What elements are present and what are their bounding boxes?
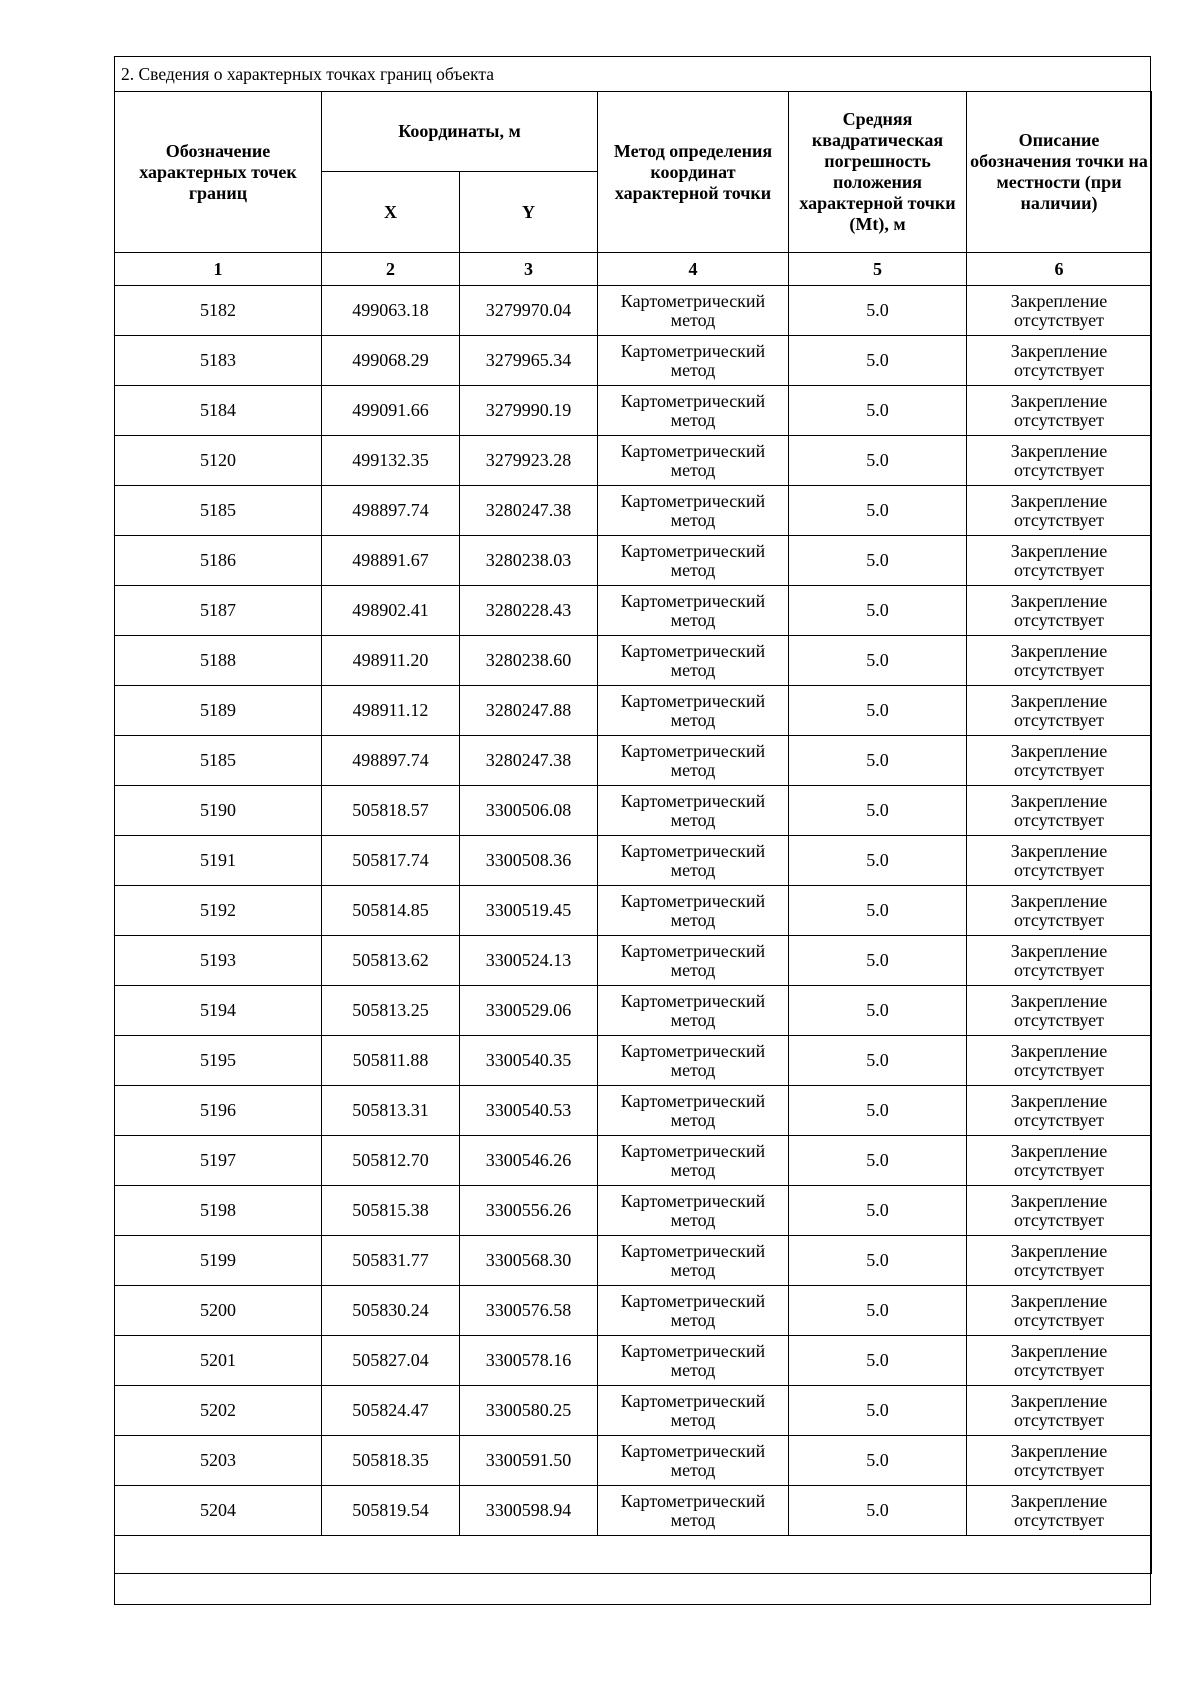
description-text-line: Закрепление	[1010, 640, 1108, 661]
document-sheet	[114, 56, 1151, 1605]
method-text-line: метод	[670, 1059, 716, 1080]
description-cell	[967, 536, 1152, 586]
y-coordinate-cell: 3300576.58	[460, 1286, 598, 1336]
point-id-cell: 5185	[115, 736, 322, 786]
description-text-line: отсутствует	[1013, 809, 1105, 830]
mt-cell: 5.0	[789, 1236, 967, 1286]
description-cell	[967, 586, 1152, 636]
table-row	[115, 1086, 1152, 1136]
method-cell	[598, 1136, 789, 1186]
method-text-line: метод	[670, 1409, 716, 1430]
description-cell	[967, 1286, 1152, 1336]
description-text-line: отсутствует	[1013, 1009, 1105, 1030]
table-row	[115, 1036, 1152, 1086]
description-text-line: Закрепление	[1010, 940, 1108, 961]
description-text-line: Закрепление	[1010, 1240, 1108, 1261]
point-id-cell: 5194	[115, 986, 322, 1036]
x-coordinate-cell: 505824.47	[322, 1386, 460, 1436]
table-row	[115, 586, 1152, 636]
y-coordinate-cell: 3300519.45	[460, 886, 598, 936]
method-text-line: Картометрический	[620, 1190, 766, 1211]
method-cell	[598, 436, 789, 486]
y-coordinate-cell: 3300546.26	[460, 1136, 598, 1186]
mt-cell: 5.0	[789, 386, 967, 436]
x-coordinate-cell: 498911.12	[322, 686, 460, 736]
point-id-cell: 5183	[115, 336, 322, 386]
mt-cell: 5.0	[789, 836, 967, 886]
description-cell	[967, 286, 1152, 336]
description-text-line: отсутствует	[1013, 1509, 1105, 1530]
method-text-line: Картометрический	[620, 740, 766, 761]
mt-cell: 5.0	[789, 736, 967, 786]
method-cell	[598, 1236, 789, 1286]
description-cell	[967, 936, 1152, 986]
x-coordinate-cell: 505814.85	[322, 886, 460, 936]
description-text-line: Закрепление	[1010, 1340, 1108, 1361]
method-text-line: Картометрический	[620, 940, 766, 961]
method-text-line: метод	[670, 559, 716, 580]
description-text-line: отсутствует	[1013, 1259, 1105, 1280]
column-number: 6	[967, 253, 1152, 286]
method-text-line: Картометрический	[620, 1090, 766, 1111]
description-cell	[967, 336, 1152, 386]
header-point-designation: Обозначение характерных точек границ	[115, 92, 322, 253]
y-coordinate-cell: 3279965.34	[460, 336, 598, 386]
description-text-line: отсутствует	[1013, 459, 1105, 480]
method-text-line: метод	[670, 1359, 716, 1380]
method-cell	[598, 1036, 789, 1086]
mt-cell: 5.0	[789, 436, 967, 486]
method-text-line: метод	[670, 1459, 716, 1480]
y-coordinate-cell: 3280238.60	[460, 636, 598, 686]
x-coordinate-cell: 505813.25	[322, 986, 460, 1036]
description-text-line: Закрепление	[1010, 740, 1108, 761]
method-text-line: метод	[670, 1159, 716, 1180]
x-coordinate-cell: 505812.70	[322, 1136, 460, 1186]
method-text-line: Картометрический	[620, 1040, 766, 1061]
table-row	[115, 1486, 1152, 1536]
description-text-line: отсутствует	[1013, 659, 1105, 680]
method-text-line: метод	[670, 309, 716, 330]
point-id-cell: 5196	[115, 1086, 322, 1136]
method-cell	[598, 1436, 789, 1486]
method-cell	[598, 836, 789, 886]
method-text-line: метод	[670, 909, 716, 930]
method-text-line: Картометрический	[620, 640, 766, 661]
method-cell	[598, 286, 789, 336]
y-coordinate-cell: 3300591.50	[460, 1436, 598, 1486]
x-coordinate-cell: 498902.41	[322, 586, 460, 636]
description-cell	[967, 836, 1152, 886]
point-id-cell: 5185	[115, 486, 322, 536]
mt-cell: 5.0	[789, 536, 967, 586]
method-cell	[598, 1186, 789, 1236]
method-text-line: метод	[670, 1509, 716, 1530]
table-row	[115, 486, 1152, 536]
point-id-cell: 5184	[115, 386, 322, 436]
description-text-line: отсутствует	[1013, 509, 1105, 530]
table-row	[115, 436, 1152, 486]
y-coordinate-cell: 3279970.04	[460, 286, 598, 336]
method-text-line: Картометрический	[620, 340, 766, 361]
description-text-line: Закрепление	[1010, 1140, 1108, 1161]
mt-cell: 5.0	[789, 986, 967, 1036]
x-coordinate-cell: 499132.35	[322, 436, 460, 486]
description-text-line: Закрепление	[1010, 690, 1108, 711]
method-text-line: метод	[670, 1009, 716, 1030]
method-text-line: метод	[670, 509, 716, 530]
table-row	[115, 786, 1152, 836]
method-cell	[598, 1486, 789, 1536]
method-cell	[598, 1336, 789, 1386]
x-coordinate-cell: 499063.18	[322, 286, 460, 336]
table-row	[115, 286, 1152, 336]
y-coordinate-cell: 3279990.19	[460, 386, 598, 436]
point-id-cell: 5192	[115, 886, 322, 936]
point-id-cell: 5201	[115, 1336, 322, 1386]
x-coordinate-cell: 498897.74	[322, 736, 460, 786]
method-text-line: Картометрический	[620, 390, 766, 411]
method-text-line: метод	[670, 709, 716, 730]
method-text-line: Картометрический	[620, 440, 766, 461]
description-cell	[967, 636, 1152, 686]
method-text-line: Картометрический	[620, 1390, 766, 1411]
x-coordinate-cell: 498891.67	[322, 536, 460, 586]
table-row	[115, 1436, 1152, 1486]
method-text-line: метод	[670, 1309, 716, 1330]
empty-footer-cell	[115, 1536, 1152, 1574]
method-text-line: метод	[670, 659, 716, 680]
method-text-line: Картометрический	[620, 1290, 766, 1311]
mt-cell: 5.0	[789, 636, 967, 686]
method-text-line: метод	[670, 1259, 716, 1280]
mt-cell: 5.0	[789, 786, 967, 836]
header-mean-square-error: Средняя квадратическая погрешность положения характерной точки (Mt), м	[789, 92, 967, 253]
x-coordinate-cell: 505815.38	[322, 1186, 460, 1236]
description-text-line: отсутствует	[1013, 1459, 1105, 1480]
method-text-line: метод	[670, 409, 716, 430]
method-text-line: метод	[670, 859, 716, 880]
y-coordinate-cell: 3280247.38	[460, 736, 598, 786]
description-text-line: отсутствует	[1013, 1109, 1105, 1130]
description-text-line: Закрепление	[1010, 340, 1108, 361]
point-id-cell: 5202	[115, 1386, 322, 1436]
column-number: 4	[598, 253, 789, 286]
column-numbers-row	[115, 253, 1152, 286]
method-cell	[598, 336, 789, 386]
boundary-points-table	[114, 91, 1152, 1574]
method-cell	[598, 486, 789, 536]
description-cell	[967, 486, 1152, 536]
table-row	[115, 1136, 1152, 1186]
description-text-line: отсутствует	[1013, 959, 1105, 980]
method-text-line: метод	[670, 809, 716, 830]
point-id-cell: 5189	[115, 686, 322, 736]
table-row	[115, 1236, 1152, 1286]
description-text-line: Закрепление	[1010, 490, 1108, 511]
mt-cell: 5.0	[789, 1386, 967, 1436]
table-row	[115, 636, 1152, 686]
method-text-line: метод	[670, 359, 716, 380]
x-coordinate-cell: 499068.29	[322, 336, 460, 386]
description-cell	[967, 736, 1152, 786]
x-coordinate-cell: 505818.35	[322, 1436, 460, 1486]
description-text-line: Закрепление	[1010, 790, 1108, 811]
method-cell	[598, 536, 789, 586]
table-row	[115, 1186, 1152, 1236]
method-cell	[598, 936, 789, 986]
mt-cell: 5.0	[789, 1136, 967, 1186]
description-text-line: Закрепление	[1010, 390, 1108, 411]
mt-cell: 5.0	[789, 586, 967, 636]
y-coordinate-cell: 3280228.43	[460, 586, 598, 636]
table-row	[115, 686, 1152, 736]
description-cell	[967, 1336, 1152, 1386]
column-number: 1	[115, 253, 322, 286]
method-text-line: метод	[670, 759, 716, 780]
y-coordinate-cell: 3280238.03	[460, 536, 598, 586]
x-coordinate-cell: 505813.62	[322, 936, 460, 986]
description-text-line: Закрепление	[1010, 290, 1108, 311]
point-id-cell: 5198	[115, 1186, 322, 1236]
table-row	[115, 986, 1152, 1036]
method-cell	[598, 1386, 789, 1436]
point-id-cell: 5193	[115, 936, 322, 986]
description-text-line: отсутствует	[1013, 1059, 1105, 1080]
x-coordinate-cell: 505827.04	[322, 1336, 460, 1386]
y-coordinate-cell: 3300540.53	[460, 1086, 598, 1136]
description-cell	[967, 886, 1152, 936]
description-text-line: отсутствует	[1013, 759, 1105, 780]
description-text-line: отсутствует	[1013, 559, 1105, 580]
method-cell	[598, 786, 789, 836]
header-x: X	[322, 172, 460, 253]
method-cell	[598, 386, 789, 436]
description-text-line: отсутствует	[1013, 359, 1105, 380]
point-id-cell: 5186	[115, 536, 322, 586]
header-y: Y	[460, 172, 598, 253]
description-cell	[967, 786, 1152, 836]
table-row	[115, 1336, 1152, 1386]
header-method: Метод определения координат характерной точки	[598, 92, 789, 253]
description-text-line: Закрепление	[1010, 1040, 1108, 1061]
mt-cell: 5.0	[789, 1286, 967, 1336]
point-id-cell: 5191	[115, 836, 322, 886]
method-cell	[598, 1286, 789, 1336]
description-cell	[967, 1186, 1152, 1236]
y-coordinate-cell: 3280247.38	[460, 486, 598, 536]
y-coordinate-cell: 3300598.94	[460, 1486, 598, 1536]
header-coordinates-group: Координаты, м	[322, 92, 598, 172]
mt-cell: 5.0	[789, 686, 967, 736]
description-text-line: Закрепление	[1010, 440, 1108, 461]
description-text-line: Закрепление	[1010, 540, 1108, 561]
description-text-line: отсутствует	[1013, 909, 1105, 930]
x-coordinate-cell: 505830.24	[322, 1286, 460, 1336]
description-text-line: Закрепление	[1010, 1090, 1108, 1111]
x-coordinate-cell: 505831.77	[322, 1236, 460, 1286]
x-coordinate-cell: 498911.20	[322, 636, 460, 686]
mt-cell: 5.0	[789, 1436, 967, 1486]
y-coordinate-cell: 3300568.30	[460, 1236, 598, 1286]
table-row	[115, 1386, 1152, 1436]
description-text-line: Закрепление	[1010, 890, 1108, 911]
method-cell	[598, 1086, 789, 1136]
method-text-line: Картометрический	[620, 890, 766, 911]
x-coordinate-cell: 498897.74	[322, 486, 460, 536]
point-id-cell: 5199	[115, 1236, 322, 1286]
point-id-cell: 5188	[115, 636, 322, 686]
mt-cell: 5.0	[789, 1186, 967, 1236]
method-text-line: Картометрический	[620, 690, 766, 711]
mt-cell: 5.0	[789, 1336, 967, 1386]
point-id-cell: 5187	[115, 586, 322, 636]
method-text-line: Картометрический	[620, 1240, 766, 1261]
method-text-line: Картометрический	[620, 1140, 766, 1161]
description-text-line: отсутствует	[1013, 1159, 1105, 1180]
description-text-line: отсутствует	[1013, 709, 1105, 730]
y-coordinate-cell: 3300506.08	[460, 786, 598, 836]
method-text-line: метод	[670, 459, 716, 480]
description-text-line: отсутствует	[1013, 1209, 1105, 1230]
mt-cell: 5.0	[789, 936, 967, 986]
y-coordinate-cell: 3279923.28	[460, 436, 598, 486]
method-text-line: Картометрический	[620, 1490, 766, 1511]
method-text-line: метод	[670, 959, 716, 980]
mt-cell: 5.0	[789, 1086, 967, 1136]
method-text-line: метод	[670, 1109, 716, 1130]
description-text-line: Закрепление	[1010, 1490, 1108, 1511]
method-text-line: Картометрический	[620, 290, 766, 311]
empty-footer-row	[115, 1536, 1152, 1574]
description-text-line: Закрепление	[1010, 1190, 1108, 1211]
method-text-line: Картометрический	[620, 1340, 766, 1361]
column-number: 3	[460, 253, 598, 286]
description-text-line: отсутствует	[1013, 859, 1105, 880]
y-coordinate-cell: 3300508.36	[460, 836, 598, 886]
description-text-line: Закрепление	[1010, 990, 1108, 1011]
table-row	[115, 536, 1152, 586]
column-number: 5	[789, 253, 967, 286]
method-text-line: Картометрический	[620, 790, 766, 811]
point-id-cell: 5203	[115, 1436, 322, 1486]
method-cell	[598, 586, 789, 636]
x-coordinate-cell: 505819.54	[322, 1486, 460, 1536]
description-text-line: отсутствует	[1013, 309, 1105, 330]
table-row	[115, 336, 1152, 386]
x-coordinate-cell: 505817.74	[322, 836, 460, 886]
y-coordinate-cell: 3300524.13	[460, 936, 598, 986]
point-id-cell: 5204	[115, 1486, 322, 1536]
point-id-cell: 5190	[115, 786, 322, 836]
y-coordinate-cell: 3300580.25	[460, 1386, 598, 1436]
x-coordinate-cell: 499091.66	[322, 386, 460, 436]
description-cell	[967, 686, 1152, 736]
method-text-line: Картометрический	[620, 490, 766, 511]
mt-cell: 5.0	[789, 286, 967, 336]
table-body	[115, 286, 1152, 1536]
description-cell	[967, 1036, 1152, 1086]
method-text-line: Картометрический	[620, 840, 766, 861]
method-text-line: метод	[670, 609, 716, 630]
table-row	[115, 836, 1152, 886]
method-cell	[598, 686, 789, 736]
description-text-line: отсутствует	[1013, 1409, 1105, 1430]
y-coordinate-cell: 3280247.88	[460, 686, 598, 736]
method-text-line: метод	[670, 1209, 716, 1230]
y-coordinate-cell: 3300578.16	[460, 1336, 598, 1386]
description-cell	[967, 986, 1152, 1036]
mt-cell: 5.0	[789, 1486, 967, 1536]
point-id-cell: 5182	[115, 286, 322, 336]
description-text-line: отсутствует	[1013, 609, 1105, 630]
method-text-line: Картометрический	[620, 1440, 766, 1461]
description-cell	[967, 386, 1152, 436]
x-coordinate-cell: 505813.31	[322, 1086, 460, 1136]
description-text-line: отсутствует	[1013, 409, 1105, 430]
x-coordinate-cell: 505811.88	[322, 1036, 460, 1086]
description-text-line: отсутствует	[1013, 1309, 1105, 1330]
description-cell	[967, 1486, 1152, 1536]
method-text-line: Картометрический	[620, 590, 766, 611]
method-cell	[598, 736, 789, 786]
description-text-line: Закрепление	[1010, 590, 1108, 611]
header-description: Описание обозначения точки на местности (при наличии)	[967, 92, 1152, 253]
description-cell	[967, 1236, 1152, 1286]
mt-cell: 5.0	[789, 336, 967, 386]
method-text-line: Картометрический	[620, 540, 766, 561]
mt-cell: 5.0	[789, 486, 967, 536]
table-row	[115, 386, 1152, 436]
y-coordinate-cell: 3300540.35	[460, 1036, 598, 1086]
point-id-cell: 5195	[115, 1036, 322, 1086]
method-cell	[598, 636, 789, 686]
y-coordinate-cell: 3300556.26	[460, 1186, 598, 1236]
point-id-cell: 5197	[115, 1136, 322, 1186]
point-id-cell: 5200	[115, 1286, 322, 1336]
description-cell	[967, 1136, 1152, 1186]
point-id-cell: 5120	[115, 436, 322, 486]
description-text-line: Закрепление	[1010, 1290, 1108, 1311]
description-cell	[967, 1086, 1152, 1136]
y-coordinate-cell: 3300529.06	[460, 986, 598, 1036]
column-number: 2	[322, 253, 460, 286]
method-cell	[598, 986, 789, 1036]
section-title: 2. Сведения о характерных точках границ объекта	[115, 57, 1150, 92]
description-text-line: Закрепление	[1010, 1390, 1108, 1411]
x-coordinate-cell: 505818.57	[322, 786, 460, 836]
mt-cell: 5.0	[789, 886, 967, 936]
description-text-line: Закрепление	[1010, 840, 1108, 861]
method-cell	[598, 886, 789, 936]
description-cell	[967, 436, 1152, 486]
description-cell	[967, 1436, 1152, 1486]
method-text-line: Картометрический	[620, 990, 766, 1011]
description-text-line: Закрепление	[1010, 1440, 1108, 1461]
description-text-line: отсутствует	[1013, 1359, 1105, 1380]
table-row	[115, 886, 1152, 936]
table-row	[115, 936, 1152, 986]
description-cell	[967, 1386, 1152, 1436]
table-row	[115, 1286, 1152, 1336]
table-row	[115, 736, 1152, 786]
mt-cell: 5.0	[789, 1036, 967, 1086]
